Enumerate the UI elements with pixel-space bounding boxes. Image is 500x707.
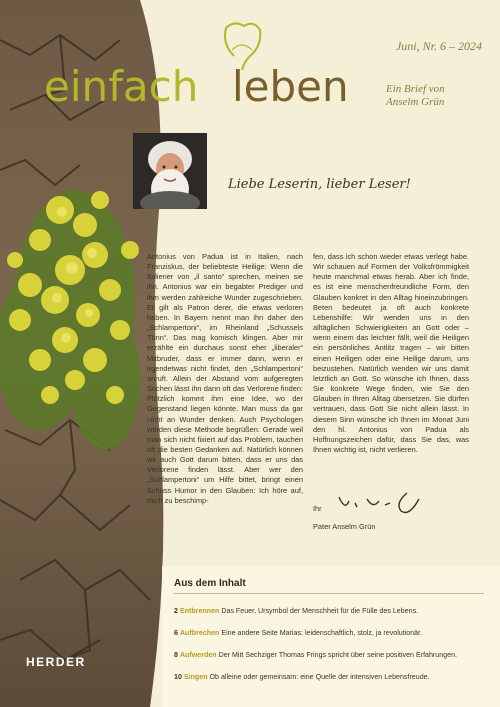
toc-text: Eine andere Seite Marias: leidenschaftlich, stolz, ja revolutionär. [221,629,423,637]
masthead-leben: leben [232,62,349,111]
subtitle-line1: Ein Brief von [386,83,445,95]
publisher-logo: HERDER [26,655,86,669]
letter-column-1: Antonius von Padua ist in Italien, nach Franziskus, der beliebteste Heilige: Wenn die Italiener von „il santo“ sprechen, meinen sie ihn. Antonius war ein begabter Prediger und ihm werden zahlreiche Wunder zugeschrieben. Er gilt als Patron derer, die etwas verloren haben. In Bayern nennt man ihn daher den „Schlampertoni“, im Rheinland „Schussels Tünn“. Das mag komisch klingen. Aber mir erzählte ein durchaus sonst eher „liberaler“ Mitbruder, dass er immer dann, wenn er irgendetwas nicht findet, den „Schlampertoni“ anruft. Allein der Abstand vom aufgeregten Suchen lässt ihn dann oft das Verlorene finden: Plötzlich kommt ihm eine Idee, wo der Gegenstand liegen könnte. Man muss da gar nicht an Wunder denken. Auch Psychologen würden diese Methode begrüßen: Gerade weil man sich nicht fixiert auf das Problem, tauchen oft die besten Gedanken auf. Natürlich können wir auch Gott darum bitten, dass er uns das Verlorene finden lässt. Aber wer den „Schlampertoni“ um Hilfe bittet, bringt einen Schuss Humor in den Glauben: Ich höre auf, mich zu beschimp- [147,252,303,505]
toc-page: 8 [174,651,178,659]
greeting: Liebe Leserin, lieber Leser! [228,177,411,192]
masthead-subtitle [386,83,445,109]
toc-page: 10 [174,673,182,681]
toc-keyword: Singen [183,673,208,681]
toc-item[interactable] [174,629,422,637]
letter-column-2: fen, dass ich schon wieder etwas verlegt habe. Wir schauen auf Formen der Volksfrömmigkeit heute manchmal etwas herab. Aber ich finde, es ist eine menschenfreundliche Form, den Glauben konkret in den Alltag hineinzubringen. Beten bedeutet ja oft auch konkrete Lebenshilfe: Wir wenden uns in den alltäglichen Schwierigkeiten an Gott oder – wenn einem das leichter fällt, weil die Heiligen ein persönliches Antlitz tragen – wir bitten einen Heiligen oder eine Heilige darum, uns beizustehen. Natürlich wenden wir uns damit letztlich an Gott. So wünsche ich Ihnen, dass Sie konkrete Wege finden, wie Sie den Glauben in Ihren Alltag übersetzen. Sie dürfen vertrauen, dass Gott Sie nicht allein lässt. In diesem Sinn wünsche ich Ihnen im Monat Juni den hl. Antonius von Padua als Hoffnungszeichen dafür, dass Sie das, was Ihnen wichtig ist, nicht verlieren. [313,252,469,454]
subtitle-line2: Anselm Grün [386,96,445,108]
contents-title: Aus dem Inhalt [174,578,246,589]
toc-keyword: Entbrennen [179,607,220,615]
toc-text: Der Mitt Sechziger Thomas Frings spricht über seine positiven Erfahrungen. [218,651,457,659]
toc-keyword: Aufbrechen [179,629,220,637]
author-portrait [133,133,207,209]
toc-item[interactable] [174,607,418,615]
contents-box [162,566,500,707]
masthead-einfach: einfach [44,62,199,111]
toc-page: 2 [174,607,178,615]
toc-keyword: Aufwerden [179,651,217,659]
signature-image [335,487,430,519]
contents-divider [174,593,484,594]
toc-text: Das Feuer, Ursymbol der Menschheit für die Fülle des Lebens. [221,607,419,615]
closing: Ihr [313,504,322,513]
toc-page: 6 [174,629,178,637]
signature-name: Pater Anselm Grün [313,522,376,531]
toc-item[interactable] [174,673,430,681]
toc-text: Ob alleine oder gemeinsam: eine Quelle der intensiven Lebensfreude. [209,673,430,681]
issue-date: Juni, Nr. 6 – 2024 [395,39,482,53]
toc-item[interactable] [174,651,457,659]
